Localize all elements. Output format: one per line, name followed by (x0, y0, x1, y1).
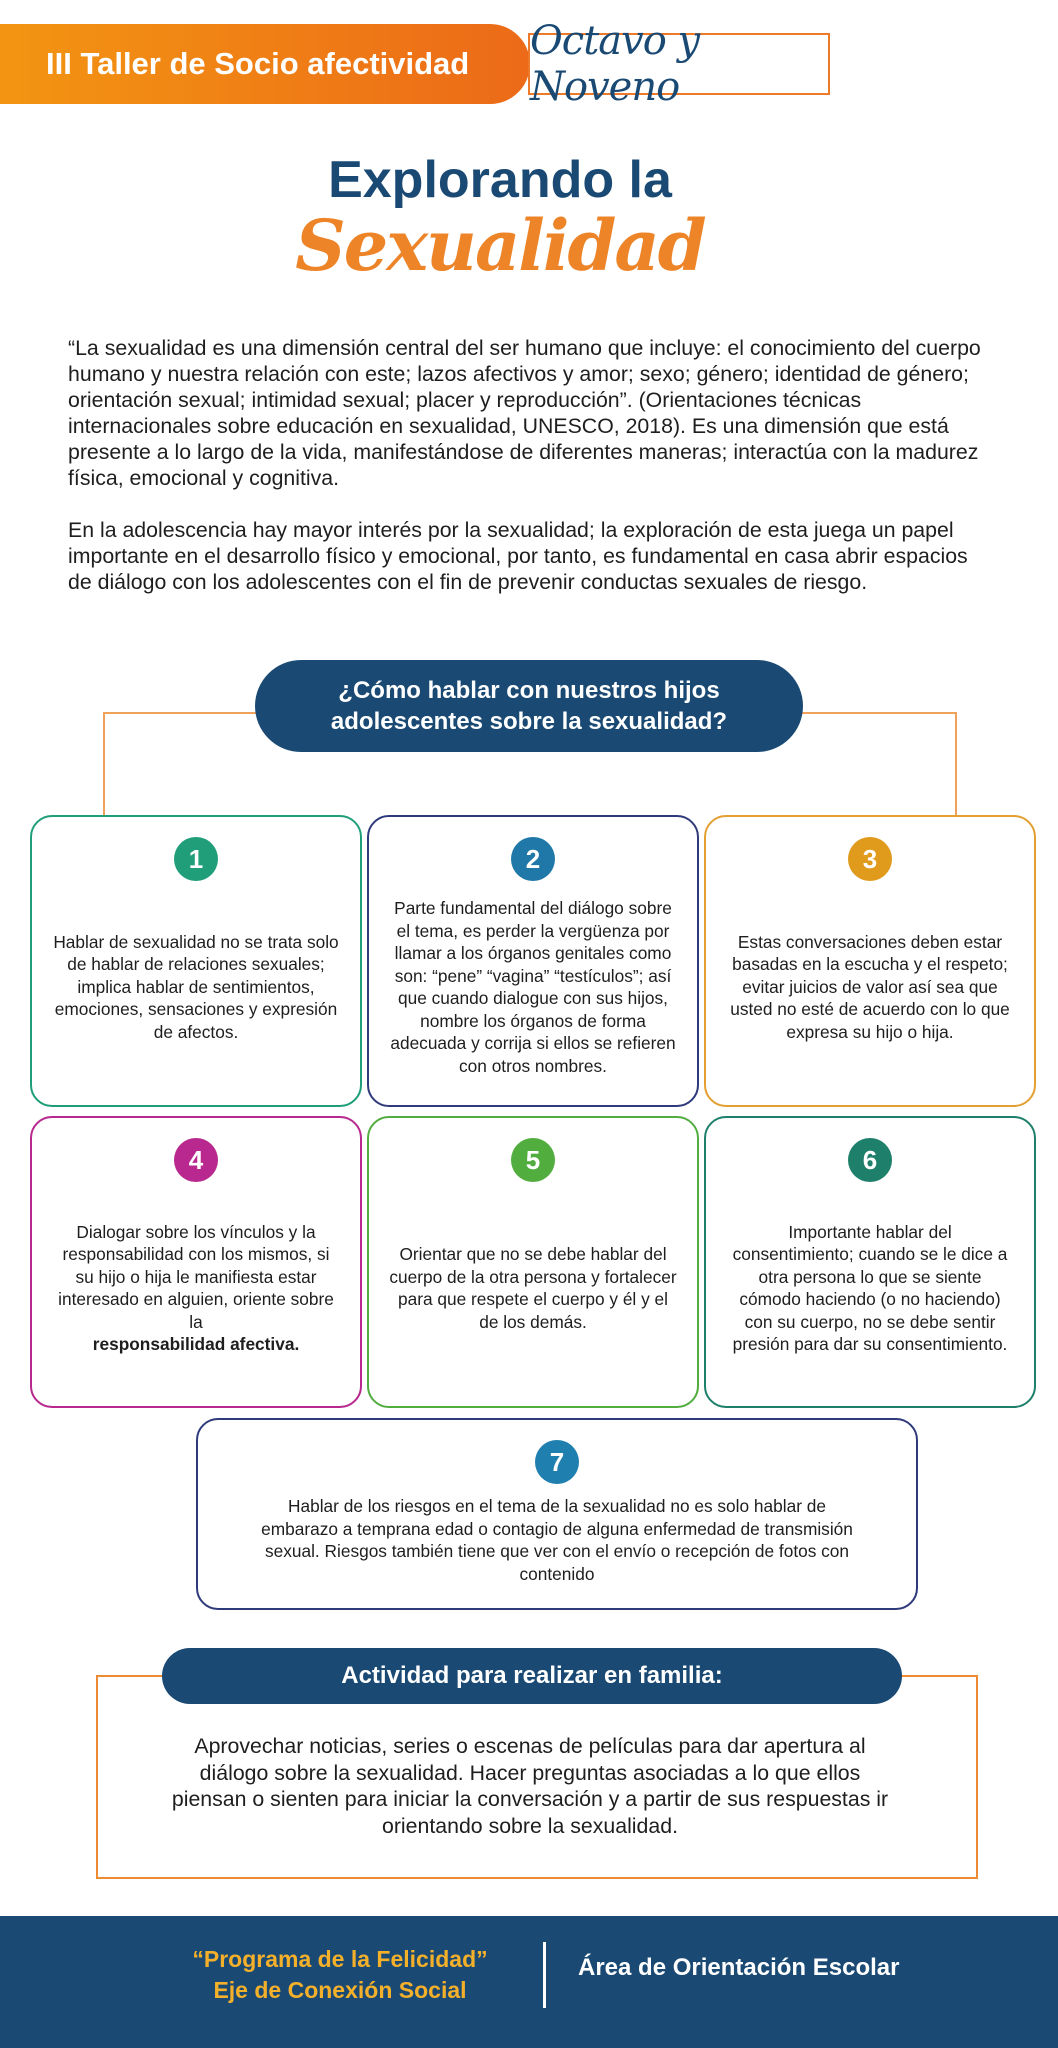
card-text-regular: Dialogar sobre los vínculos y la responsabilidad con los mismos, si su hijo o hija le manifiesta estar interesado en alguien, oriente sobre la (58, 1221, 334, 1332)
card-text: Hablar de los riesgos en el tema de la sexualidad no es solo hablar de embarazo a temprana edad o contagio de alguna enfermedad de transmisión sexual. Riesgos también tiene que ver con el envío o recepción de fotos con contenido (261, 1496, 853, 1584)
workshop-banner (0, 24, 530, 104)
card-text-bold: responsabilidad afectiva. (92, 1334, 300, 1354)
activity-heading: Actividad para realizar en familia: (162, 1648, 902, 1704)
card-number: 2 (511, 837, 555, 881)
card-text: Hablar de sexualidad no se trata solo de hablar de relaciones sexuales; implica hablar de sentimientos, emociones, sensaciones y expresión de afectos. (53, 931, 339, 1042)
card-number: 4 (174, 1138, 218, 1182)
page-title: Explorando la (328, 151, 672, 209)
program-axis: Eje de Conexión Social (213, 1977, 467, 2003)
card-number: 1 (174, 837, 218, 881)
intro-paragraph-2: En la adolescencia hay mayor interés por la sexualidad; la exploración de esta juega un papel importante en el desarrollo físico y emocional, por tanto, es fundamental en casa abrir espacios de diálogo con los adolescentes con el fin de prevenir conductas sexuales de riesgo. (68, 518, 968, 594)
page-title-script: Sexualidad (295, 204, 705, 287)
footer-area: Área de Orientación Escolar (578, 1954, 900, 1981)
tip-card-4 (30, 1116, 362, 1408)
card-text: Parte fundamental del diálogo sobre el tema, es perder la vergüenza por llamar a los órganos genitales como son: “pene” “vagina” “testículos”; así que cuando dialogue con sus hijos, nombre los órganos de forma adecuada y corrija si ellos se refieren con otros nombres. (390, 898, 676, 1076)
program-name: “Programa de la Felicidad” (192, 1946, 488, 1972)
tip-card-7 (196, 1418, 918, 1610)
footer-program (140, 1944, 540, 2006)
card-number: 6 (848, 1138, 892, 1182)
tip-card-5 (367, 1116, 699, 1408)
card-text: Estas conversaciones deben estar basadas en la escucha y el respeto; evitar juicios de valor así sea que usted no esté de acuerdo con lo que expresa su hijo o hija. (730, 931, 1010, 1042)
card-number: 5 (511, 1138, 555, 1182)
footer-divider (543, 1942, 546, 2008)
question-line-1: ¿Cómo hablar con nuestros hijos (338, 677, 720, 704)
tip-card-6 (704, 1116, 1036, 1408)
card-text: Importante hablar del consentimiento; cuando se le dice a otra persona lo que se siente cómodo haciendo (o no haciendo) con su cuerpo, no se debe sentir presión para dar su consentimiento. (732, 1221, 1008, 1354)
card-number: 7 (535, 1440, 579, 1484)
workshop-title: III Taller de Socio afectividad (46, 46, 470, 81)
question-heading (255, 660, 803, 752)
question-line-2: adolescentes sobre la sexualidad? (330, 708, 728, 735)
tip-card-1 (30, 815, 362, 1107)
intro-paragraph-1: “La sexualidad es una dimensión central del ser humano que incluye: el conocimiento del cuerpo humano y nuestra relación con este; lazos afectivos y amor; sexo; género; identidad de género; orientación sexual; intimidad sexual; placer y reproducción”. (Orientaciones técnicas internacionales sobre educación en sexualidad, UNESCO, 2018). Es una dimensión que está presente a lo largo de la vida, manifestándose de diferentes maneras; interactúa con la madurez física, emocional y cognitiva. (68, 336, 981, 490)
activity-text: Aprovechar noticias, series o escenas de películas para dar apertura al diálogo sobre la sexualidad. Hacer preguntas asociadas a lo que ellos piensan o sienten para iniciar la conversación y a partir de sus respuestas ir orientando sobre la sexualidad. (171, 1734, 889, 1838)
card-text (52, 1221, 340, 1356)
grades-label: Octavo y Noveno (528, 33, 830, 95)
tip-card-3 (704, 815, 1036, 1107)
tip-card-2 (367, 815, 699, 1107)
card-number: 3 (848, 837, 892, 881)
card-text: Orientar que no se debe hablar del cuerpo de la otra persona y fortalecer para que respete el cuerpo y él y el de los demás. (389, 1244, 677, 1332)
